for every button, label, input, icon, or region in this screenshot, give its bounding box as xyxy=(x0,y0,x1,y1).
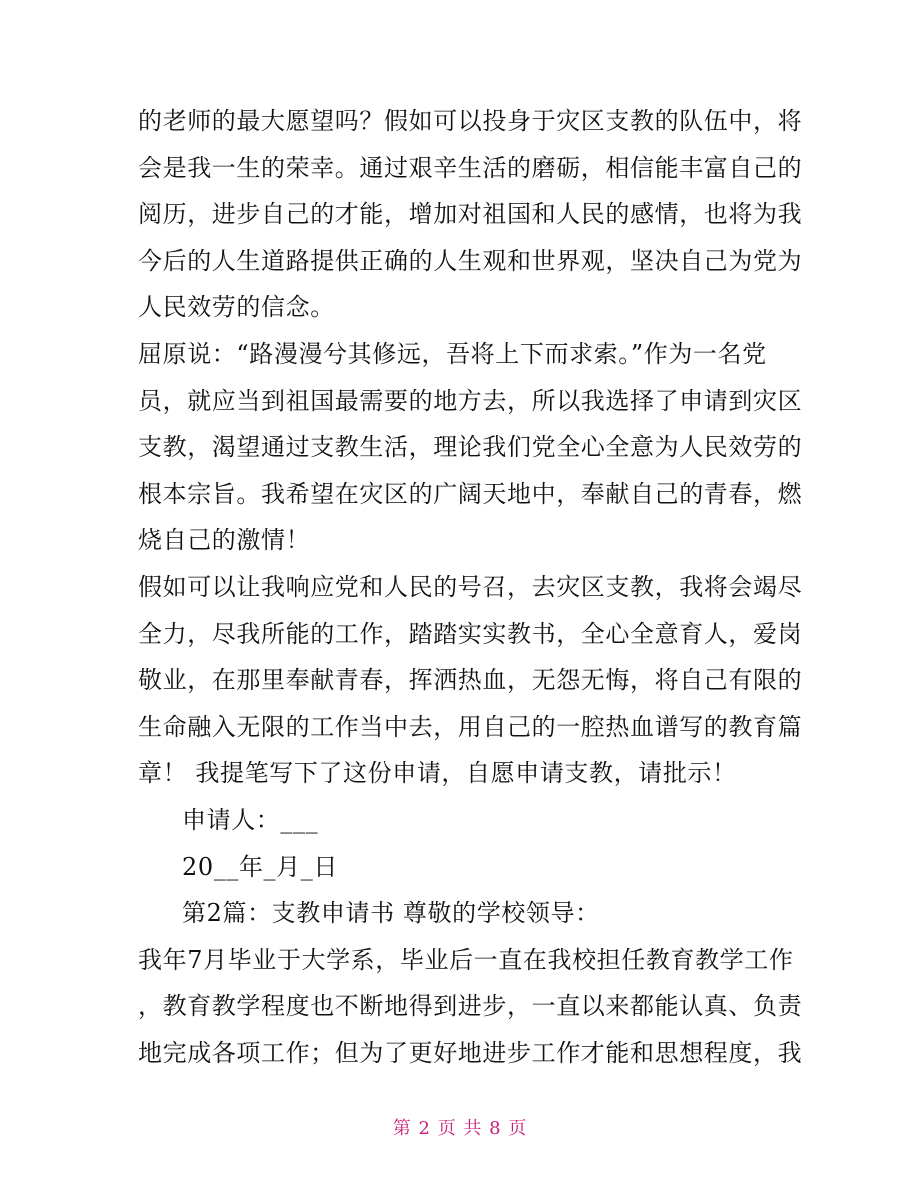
date-line: 20__年_月_日 xyxy=(182,852,338,881)
body-line: 会是我一生的荣幸。通过艰辛生活的磨砺，相信能丰富自己的 xyxy=(138,153,803,182)
body-line: 人民效劳的信念。 xyxy=(138,293,335,322)
applicant-line: 申请人：___ xyxy=(182,805,319,834)
body-line: 的老师的最大愿望吗？假如可以投身于灾区支教的队伍中，将 xyxy=(138,107,803,135)
body-line: 烧自己的激情！ xyxy=(138,526,311,555)
body-line: 屈原说：“路漫漫兮其修远，吾将上下而求索。”作为一名党 xyxy=(138,339,767,368)
document-body xyxy=(138,98,803,1076)
body-line: 假如可以让我响应党和人民的号召，去灾区支教，我将会竭尽 xyxy=(138,572,803,601)
body-line: 员，就应当到祖国最需要的地方去，所以我选择了申请到灾区 xyxy=(138,386,803,415)
body-line: ，教育教学程度也不断地得到进步，一直以来都能认真、负责 xyxy=(138,992,803,1021)
body-line: 支教，渴望通过支教生活，理论我们党全心全意为人民效劳的 xyxy=(138,433,803,462)
page-number-footer: 第 2 页 共 8 页 xyxy=(392,1118,528,1139)
body-line: 章！ 我提笔写下了这份申请，自愿申请支教，请批示！ xyxy=(138,759,737,788)
body-line: 我年7月毕业于大学系，毕业后一直在我校担任教育教学工作 xyxy=(138,945,794,974)
body-line: 生命融入无限的工作当中去，用自己的一腔热血谱写的教育篇 xyxy=(138,712,803,741)
body-line: 地完成各项工作；但为了更好地进步工作才能和思想程度，我 xyxy=(138,1038,803,1067)
body-line: 根本宗旨。我希望在灾区的广阔天地中，奉献自己的青春，燃 xyxy=(138,479,803,508)
body-line: 敬业，在那里奉献青春，挥洒热血，无怨无悔，将自己有限的 xyxy=(138,666,803,695)
body-line: 全力，尽我所能的工作，踏踏实实教书，全心全意育人，爱岗 xyxy=(138,619,803,648)
body-line: 阅历，进步自己的才能，增加对祖国和人民的感情，也将为我 xyxy=(138,200,803,229)
section-heading: 第2篇：支教申请书 尊敬的学校领导： xyxy=(182,899,600,928)
body-line: 今后的人生道路提供正确的人生观和世界观，坚决自己为党为 xyxy=(138,246,803,275)
